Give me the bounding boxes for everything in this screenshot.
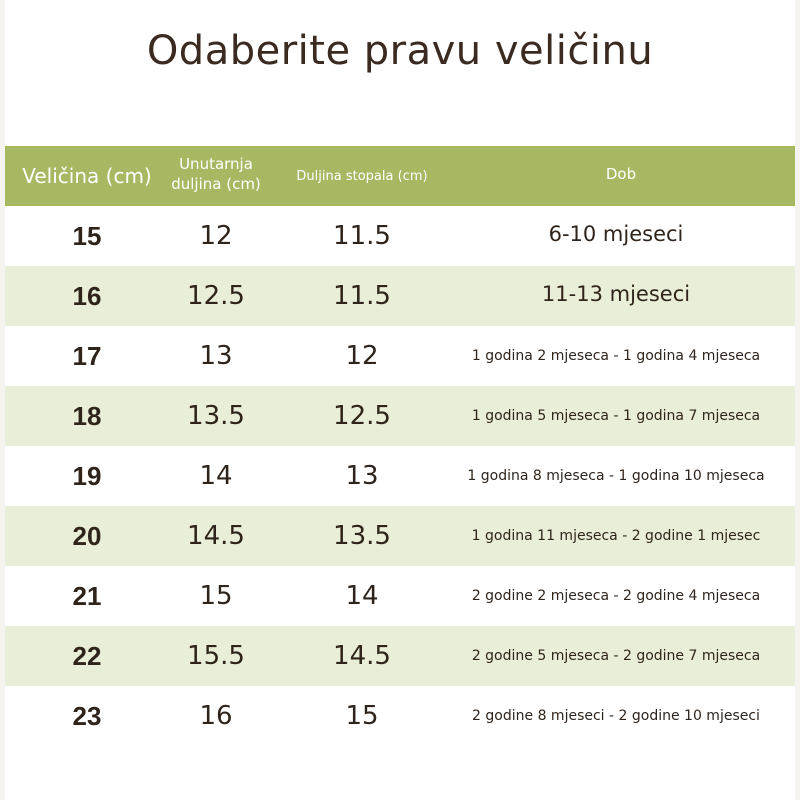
size-table-header [5,146,795,206]
table-row [5,266,795,326]
inner-length-cell: 13.5 [187,401,245,431]
size-cell: 22 [72,640,102,671]
foot-length-cell: 13 [345,461,379,491]
foot-length-cell: 11.5 [333,281,391,311]
size-table-body [5,206,795,746]
inner-length-cell: 15 [199,581,233,611]
age-cell: 6-10 mjeseci [548,222,684,246]
age-cell: 1 godina 5 mjeseca - 1 godina 7 mjeseca [471,408,761,424]
foot-length-cell: 13.5 [333,521,391,551]
table-row [5,446,795,506]
inner-length-cell: 13 [199,341,233,371]
size-cell: 21 [72,580,102,611]
header-size: Veličina (cm) [22,164,152,188]
age-cell: 11-13 mjeseci [541,282,691,306]
header-inner-length-line2: duljina (cm) [171,175,261,193]
foot-length-cell: 12 [345,341,379,371]
table-row [5,386,795,446]
size-cell: 18 [72,400,102,431]
size-cell: 17 [72,340,102,371]
age-cell: 1 godina 2 mjeseca - 1 godina 4 mjeseca [471,348,761,364]
size-cell: 15 [72,220,102,251]
foot-length-cell: 11.5 [333,221,391,251]
age-cell: 2 godine 8 mjeseci - 2 godine 10 mjeseci [472,708,760,724]
header-foot-length: Duljina stopala (cm) [296,168,428,184]
age-cell: 1 godina 11 mjeseca - 2 godine 1 mjesec [471,528,761,544]
table-row [5,566,795,626]
inner-length-cell: 12 [199,221,233,251]
inner-length-cell: 14.5 [187,521,245,551]
inner-length-cell: 16 [199,701,233,731]
table-row [5,506,795,566]
table-row [5,326,795,386]
header-age: Dob [605,165,637,183]
table-row [5,206,795,266]
header-inner-length [155,146,277,206]
size-cell: 20 [72,520,102,551]
age-cell: 1 godina 8 mjeseca - 1 godina 10 mjeseca [467,468,765,484]
size-cell: 23 [72,700,102,731]
foot-length-cell: 14 [345,581,379,611]
age-cell: 2 godine 5 mjeseca - 2 godine 7 mjeseca [471,648,761,664]
foot-length-cell: 14.5 [333,641,391,671]
table-row [5,686,795,746]
page-title: Odaberite pravu veličinu [146,28,654,74]
inner-length-cell: 15.5 [187,641,245,671]
foot-length-cell: 15 [345,701,379,731]
foot-length-cell: 12.5 [333,401,391,431]
header-inner-length-line1: Unutarnja [179,155,253,173]
inner-length-cell: 14 [199,461,233,491]
table-row [5,626,795,686]
size-cell: 19 [72,460,102,491]
inner-length-cell: 12.5 [187,281,245,311]
size-cell: 16 [72,280,102,311]
age-cell: 2 godine 2 mjeseca - 2 godine 4 mjeseca [471,588,761,604]
